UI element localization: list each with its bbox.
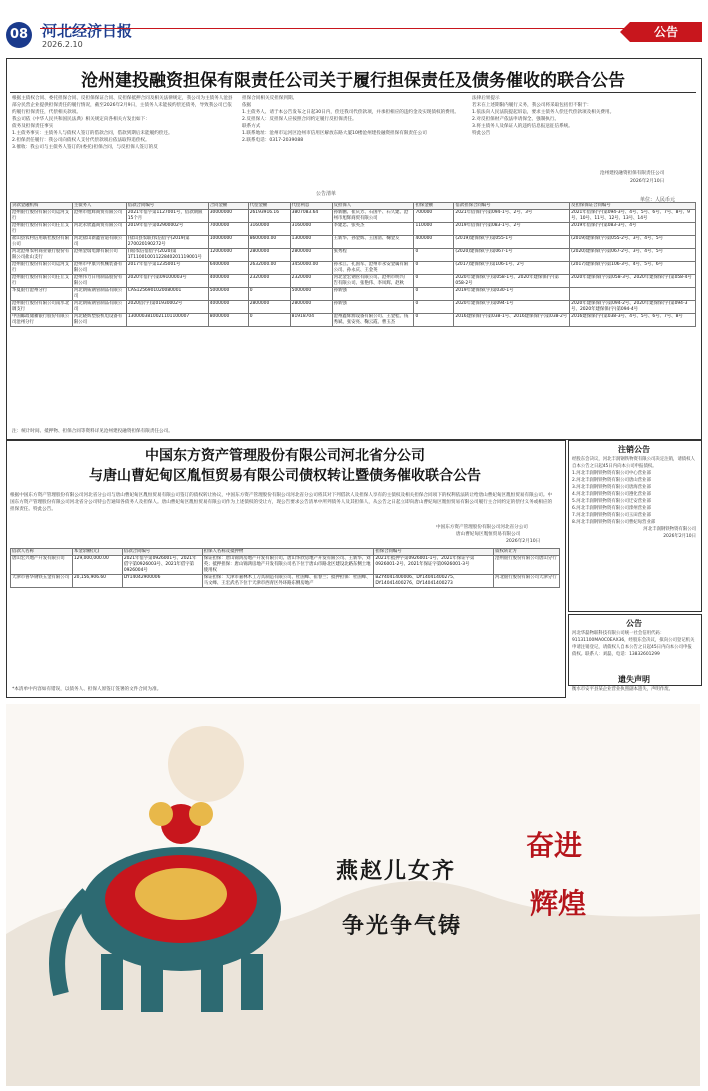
- table-row: [11, 210, 696, 223]
- table-cell: 河北永欣鑫商贸有限公司: [72, 223, 126, 236]
- notice1-para: 若未在上述期限内履行义务，我公司将采取包括但不限于：: [472, 103, 592, 108]
- table-cell: 8000000: [208, 314, 248, 327]
- table-header-cell: 借款人名称: [11, 549, 73, 556]
- notice1-para: 我公司依《中华人民共和国民法典》相关规定向各相关方发出如下：: [12, 117, 150, 122]
- table-cell: 2016建保保(字)第038-1号、2016建保保(字)第038-2号: [454, 314, 570, 327]
- table-header-cell: 反担保人: [332, 203, 414, 210]
- table-cell: 王新华、孙金辉、王国清、鞠金友: [332, 236, 414, 249]
- table-cell: 孙永江、孔国军、沧州市永安金属有限公司、孙永庆、王金英: [332, 262, 414, 275]
- notice1-para: 1.依法向人民法院提起诉讼，要求主债务人偿还代偿款项及相关费用。: [472, 110, 615, 115]
- table-cell: 2017年借字第1235001号: [126, 262, 208, 275]
- notice1-para: 2.联系电话：0317-2039088: [242, 138, 304, 143]
- notice1-footnote: 注：统计时间、抵押物、担保合同等资料详见沧州建投融资担保有限责任公司。: [12, 429, 173, 434]
- notice1-col2: [242, 95, 464, 187]
- table-cell: 2020年建保保(字)第058-3号、2020年建保保(字)第058-4号: [570, 275, 696, 288]
- table-row: [11, 288, 696, 301]
- table-row: [11, 275, 696, 288]
- notice1-para: 债务及担保责任事实: [12, 124, 54, 129]
- table-cell: 2020借(字)第01930002号: [126, 301, 208, 314]
- side1-line: 5.河北丰润钢铁物资有限公司迁安营业部: [572, 499, 651, 504]
- table-cell: 400000: [414, 236, 454, 249]
- table-header-cell: 借款合同编号: [126, 203, 208, 210]
- side1-line: 3.河北丰润钢铁物资有限公司唐海营业部: [572, 485, 651, 490]
- table-header-cell: 债权转让方: [494, 549, 560, 556]
- notice1-table: [10, 202, 696, 327]
- table-row: [11, 262, 696, 275]
- table-cell: 李建忠、张英杰: [332, 223, 414, 236]
- table-header-cell: 借款担保合同编号: [454, 203, 570, 210]
- table-cell: (2019)建保保(字)第055-2号、3号、4号、5号: [570, 236, 696, 249]
- notice2-title-line1: 中国东方资产管理股份有限公司河北省分公司: [145, 448, 425, 464]
- side2-title: 公告: [626, 619, 642, 628]
- notice1-table-title: 公告清单: [316, 191, 337, 197]
- table-cell: 110000: [414, 223, 454, 236]
- table-cell: 12000000: [208, 249, 248, 262]
- table-cell: 129,000,000.00: [72, 556, 122, 575]
- table-cell: (2019)建保保(字)第055-1号: [454, 236, 570, 249]
- table-cell: 河北盐山新鑫管道有限公司: [72, 236, 126, 249]
- side2-line: 河北华磊物联科技有限公司统一社会信用代码：91131100MA0C0EAX36，经股东会决议，拟向公司登记机关申请注销登记，请债权人自本公告之日起45日内向本公司申报债权。联系人：刘磊，电话：13832601299: [572, 631, 695, 657]
- side2-text: [572, 630, 696, 658]
- notice1-para: 1.主债务人、请于本公告发布之日起30日内，偿还我司代偿款项，并承担相应的违约金及实现债权的费用。: [242, 110, 459, 115]
- table-cell: 河北朗威钢管制品有限公司: [72, 301, 126, 314]
- table-row: [11, 556, 560, 575]
- table-row: [11, 301, 696, 314]
- table-cell: [570, 288, 696, 301]
- table-header-row: [11, 203, 696, 210]
- table-cell: 3450000.00: [290, 262, 332, 275]
- side1-line: 4.河北丰润钢铁物资有限公司遵化营业部: [572, 492, 651, 497]
- sun-circle: [168, 726, 244, 802]
- table-cell: 0: [414, 301, 454, 314]
- side1-line: 1.河北丰润钢铁物资有限公司中心营业部: [572, 471, 651, 476]
- side3-title: 遗失声明: [618, 675, 650, 684]
- table-cell: 2021年借保(字)第094-1号、2号、3号: [454, 210, 570, 223]
- table-cell: 2019年借保(字)第083-1号、2号: [454, 223, 570, 236]
- ad-slogan-highlight1: 奋进: [526, 829, 583, 862]
- notice1-signature: 沧州建投融资担保有限责任公司: [600, 171, 665, 176]
- table-cell: 1300000: [290, 236, 332, 249]
- table-cell: 2800000: [290, 301, 332, 314]
- table-cell: (2017)建保保(字)第106-3号、4号、5号、6号: [570, 262, 696, 275]
- table-cell: 张秀程: [332, 249, 414, 262]
- side1-signature: 河北丰润钢铁物资有限公司: [643, 527, 696, 532]
- table-cell: 2800000: [248, 249, 290, 262]
- table-cell: 6400000: [208, 262, 248, 275]
- table-cell: 天津市鲁华钢铁五金有限公司: [11, 575, 73, 588]
- table-cell: 2019年建保保(字)第030-1号: [454, 288, 570, 301]
- notice2-title: [10, 446, 560, 486]
- table-cell: 2800000: [248, 301, 290, 314]
- table-cell: (2020)建保保(字)第067-1号: [454, 249, 570, 262]
- table-header-cell: 担保人名称及抵押物: [202, 549, 374, 556]
- side1-line: 2.河北丰润钢铁物资有限公司唐山营业部: [572, 478, 651, 483]
- table-cell: CAS1256901020080001: [126, 288, 208, 301]
- notice2-footnote: *本清单中内容如有错误，以债务人、担保人原签订签署的文件合同为准。: [12, 687, 162, 692]
- table-cell: 2019年借保(字)第083-3号、4号: [570, 223, 696, 236]
- side1-date: 2026年2月10日: [663, 534, 696, 539]
- table-cell: 沧州银行股份有限公司任丘支行: [11, 223, 73, 236]
- notice1-para: 2.担保责任履行：我公司向债权人支付代偿款项后依法取得追偿权。: [12, 138, 150, 143]
- table-row: [11, 575, 560, 588]
- table-cell: 8600000.00: [248, 236, 290, 249]
- table-cell: 7000000: [208, 223, 248, 236]
- table-cell: 3160000: [248, 223, 290, 236]
- notice1-para: 2.对反担保财产依法申请保全、强制执行。: [472, 117, 560, 122]
- table-header-cell: 贷款金融机构: [11, 203, 73, 210]
- table-cell: (2017)建保保(字)第106-1号、2号: [454, 262, 570, 275]
- table-cell: 3160000: [290, 223, 332, 236]
- table-cell: (盐山县农联)农信借字(2019)第270020190272号: [126, 236, 208, 249]
- page-number: 08: [6, 22, 32, 48]
- table-header-cell: 代偿金额: [248, 203, 290, 210]
- notice1-para: 依据: [242, 103, 252, 108]
- table-cell: 中国邮政储蓄银行股份有限公司沧州分行: [11, 314, 73, 327]
- table-header-cell: 合同金额: [208, 203, 248, 210]
- notice2-table: [10, 548, 560, 588]
- notice1-sign-date: 2026年2月10日: [630, 179, 665, 184]
- notice1-para: 2.反担保人：反担保人应按照合同约定履行反担保责任。: [242, 117, 357, 122]
- ad-slogan-highlight2: 辉煌: [530, 887, 587, 920]
- notice1-para: 法律后果提示: [472, 96, 500, 101]
- table-cell: DY14042900006: [122, 575, 202, 588]
- table-cell: 4000000: [208, 301, 248, 314]
- notice1-col3: [472, 95, 694, 167]
- notice1-para: 根据主债权合同、委托担保合同、反担保保证合同、反担保抵押合同及相关法律规定，我公司为主债务人沧县部分民营企业提供担保责任的履行情况，截至2026年2月9日，主债务人未能按约偿还债务，导致我公司已依约履行担保责任，代偿相关款项。: [12, 96, 233, 115]
- side1-line: 8.河北丰润钢铁物资有限公司曹妃甸营业部: [572, 520, 656, 525]
- notice1-para: 特此公告: [472, 131, 491, 136]
- table-cell: 0: [414, 314, 454, 327]
- table-header-cell: 担保合同编号: [374, 549, 494, 556]
- masthead: [0, 0, 708, 50]
- table-row: [11, 236, 696, 249]
- table-cell: 2021年借字第0926001号、2021年借字第0926003号、2021年借字第0926004号: [122, 556, 202, 575]
- table-cell: 2020年建保保(字)第058-1号、2020年建保保(字)第058-2号: [454, 275, 570, 288]
- table-cell: 0: [248, 314, 290, 327]
- table-cell: BZY4041400006、DY14041400275、DY14041400276、DY14041400273: [374, 575, 494, 588]
- table-cell: 81918704: [290, 314, 332, 327]
- table-cell: 唐山宏兴地产开发有限公司: [11, 556, 73, 575]
- table-cell: 沧州鑫辉源设备有限公司、王金桂、钱秀斌、张安亮、鞠云霞、曹玉杰: [332, 314, 414, 327]
- notice1-para: 3.催收：我公司与主债务人签订的(委托)担保合同，与反担保人签订的反: [12, 145, 158, 150]
- notice1-para: 担保合同相关反担保到期。: [242, 96, 298, 101]
- table-header-cell: 担保金额: [414, 203, 454, 210]
- table-cell: 4000000: [208, 275, 248, 288]
- table-cell: 孙新强: [332, 301, 414, 314]
- table-cell: 20,156,906.60: [72, 575, 122, 588]
- table-cell: 河北朗威钢管制品有限公司: [72, 288, 126, 301]
- table-header-cell: 主债务人: [72, 203, 126, 210]
- table-cell: 0: [414, 262, 454, 275]
- table-cell: 2019年借字第02900002号: [126, 223, 208, 236]
- table-row: [11, 249, 696, 262]
- table-cell: 30000000: [208, 210, 248, 223]
- table-cell: (商)农信借借字(2020)第1T11001001122840201119001号: [126, 249, 208, 262]
- table-cell: 保证担保：唐山锦鸿房地产开发有限公司、唐山华欣房地产开发有限公司、王新华、刘英；抵押担保：唐山锦鸿房地产开发有限公司名下位于唐山市路北区建设北路东侧土地使用权: [202, 556, 374, 575]
- table-cell: 10000000: [208, 236, 248, 249]
- table-row: [11, 223, 696, 236]
- table-cell: 河北金宏钢管有限公司、沧州市明兴广告有限公司、张艳伟、李凤辉、赵秋: [332, 275, 414, 288]
- side1-line: 7.河北丰润钢铁物资有限公司玉田营业部: [572, 513, 651, 518]
- table-header-cell: 代偿利息: [290, 203, 332, 210]
- poster-ad: [6, 704, 700, 1086]
- table-cell: 5000000: [290, 288, 332, 301]
- table-cell: 河北银行股份有限公司天津分行: [494, 575, 560, 588]
- table-cell: 沧州金瑞电源有限公司: [72, 249, 126, 262]
- table-cell: 保证担保：天津市嘉林木工刀具制造有限公司、杜国峰、崔春兰；抵押担保：杜国峰、马文峰、王宏武名下位于天津市西青区外环路东侧房地产: [202, 575, 374, 588]
- side1-text: [572, 456, 696, 540]
- table-cell: 0: [414, 275, 454, 288]
- table-cell: 盐山县农村信用联社股份有限公司: [11, 236, 73, 249]
- table-cell: 5000000: [208, 288, 248, 301]
- side3-text: [572, 686, 696, 693]
- table-cell: 沧州银行股份有限公司运河支行: [11, 210, 73, 223]
- notice1-unit: 单位：人民币元: [640, 197, 676, 203]
- table-cell: 700000: [414, 210, 454, 223]
- notice1-para: 1.主债务事实：主债务人与债权人签订的借款合同，借款到期后未能履约偿还。: [12, 131, 173, 136]
- table-cell: 河北晓辉塑胶机电设备有限公司: [72, 314, 126, 327]
- table-cell: 沧州市中康兴机械装备有限公司: [72, 262, 126, 275]
- table-cell: 2020年建保保(字)第094-1号: [454, 301, 570, 314]
- table-cell: 2020年建保保(字)第094-2号、2020年建保保(字)第094-3号、2020年建保保(字)第094-4号: [570, 301, 696, 314]
- paper-name: 河北经济日报: [42, 22, 133, 40]
- table-header-cell: 本金余额(元): [72, 549, 122, 556]
- table-header-cell: 反担保保证合同编号: [570, 203, 696, 210]
- masthead-rule: [40, 28, 628, 29]
- side1-line: 6.河北丰润钢铁物资有限公司滦州营业部: [572, 506, 651, 511]
- table-cell: 沧州银行股份有限公司南水北调支行: [11, 301, 73, 314]
- ad-slogan-line1: 燕赵儿女齐: [336, 858, 457, 884]
- table-cell: 孙新强: [332, 288, 414, 301]
- table-cell: 0: [248, 288, 290, 301]
- table-cell: 2320000: [290, 275, 332, 288]
- table-header-row: [11, 549, 560, 556]
- notice1-col1: [12, 95, 234, 187]
- table-cell: 0: [414, 288, 454, 301]
- notice1-para: 3.将主债务人及保证人的违约信息报送征信系统。: [472, 124, 573, 129]
- table-cell: 3807083.64: [290, 210, 332, 223]
- side1-line: 经股东会决议，河北丰润钢铁物资有限公司决定注销，请债权人自本公告之日起45日内向本公司申报债权。: [572, 457, 695, 469]
- table-cell: (2020)建保保(字)第067-2号、3号、4号、5号: [570, 249, 696, 262]
- table-cell: 沧州银行股份有限公司运河支行: [11, 262, 73, 275]
- notice1-title-rule: [10, 92, 696, 93]
- table-cell: 2632000.00: [248, 262, 290, 275]
- table-cell: 2021年借字第1127001号，借款期限15个月: [126, 210, 208, 223]
- table-cell: 沧州银行股份有限公司唐山分行: [494, 556, 560, 575]
- table-cell: 沧州伟力日用制品股份有限公司: [72, 275, 126, 288]
- ad-slogan-line2: 争光争气铸: [342, 913, 463, 939]
- section-badge: 公告: [630, 22, 702, 42]
- table-cell: 2016建保保(字)第038-3号、4号、5号、6号、7号、8号: [570, 314, 696, 327]
- table-header-cell: 借款合同编号: [122, 549, 202, 556]
- table-cell: 沧州银行股份有限公司任丘支行: [11, 275, 73, 288]
- notice1-para: 1.联系地址：沧州市运河区沧州市信用区解放东路大厦10楼沧州建投融资担保有限责任公司: [242, 131, 427, 136]
- table-cell: 孙新鹏、崔庆芳、石国平、石久建、沧州市旭辉商贸有限公司: [332, 210, 414, 223]
- notice2-sign-date: 2026年2月10日: [506, 539, 541, 544]
- table-cell: 2021年抵押字第0926001-1号、2021年保证字第0926001-2号、2021年保证字第0926001-3号: [374, 556, 494, 575]
- table-cell: 1300003810021101100007: [126, 314, 208, 327]
- table-cell: 华夏银行沧州分行: [11, 288, 73, 301]
- table-cell: 2020年借(字)第09100003号: [126, 275, 208, 288]
- table-cell: 0: [414, 249, 454, 262]
- notice2-signer1: 中国东方资产管理股份有限公司河北省分公司: [436, 525, 528, 530]
- table-row: [11, 314, 696, 327]
- notice2-title-line2: 与唐山曹妃甸区胤恒贸易有限公司债权转让暨债务催收联合公告: [89, 468, 481, 484]
- notice1-title: 沧州建投融资担保有限责任公司关于履行担保责任及债务催收的联合公告: [81, 71, 625, 91]
- notice2-signer2: 唐山曹妃甸区胤恒贸易有限公司: [456, 532, 521, 537]
- table-cell: 2021年借保(字)第094-3号、4号、5号、6号、7号、8号、9号、10号、11号、12号、13号、14号: [570, 210, 696, 223]
- table-cell: 2800000: [290, 249, 332, 262]
- side3-line: 衡水市安平县某企业营业执照副本遗失，声明作废。: [572, 687, 673, 692]
- table-cell: 2320000: [248, 275, 290, 288]
- notice2-intro: 根据中国东方资产管理股份有限公司河北省分公司与唐山曹妃甸区胤恒贸易有限公司签订的债权转让协议，中国东方资产管理股份有限公司河北省分公司将其对下列借款人及担保人享有的主债权及相关担保合同项下的权利依法转让给唐山曹妃甸区胤恒贸易有限公司。中国东方资产管理股份有限公司河北省分公司特公告通知各债务人及担保人。唐山曹妃甸区胤恒贸易有限公司作为上述债权的受让方，现公告要求公告清单中所列债务人及其担保人，从公告之日起立即向唐山曹妃甸区胤恒贸易有限公司履行主合同约定的偿付义务或相应的担保责任。特此公告。: [10, 493, 553, 512]
- table-cell: 河北沧州农村商业银行股份有限公司盐山支行: [11, 249, 73, 262]
- notice1-para: 联系方式: [242, 124, 261, 129]
- table-cell: 26193916.16: [248, 210, 290, 223]
- ad-art: [6, 704, 700, 1086]
- issue-date: 2026.2.10: [42, 40, 83, 49]
- side1-title: 注销公告: [618, 445, 650, 454]
- table-cell: 沧州市旭辉商贸有限公司: [72, 210, 126, 223]
